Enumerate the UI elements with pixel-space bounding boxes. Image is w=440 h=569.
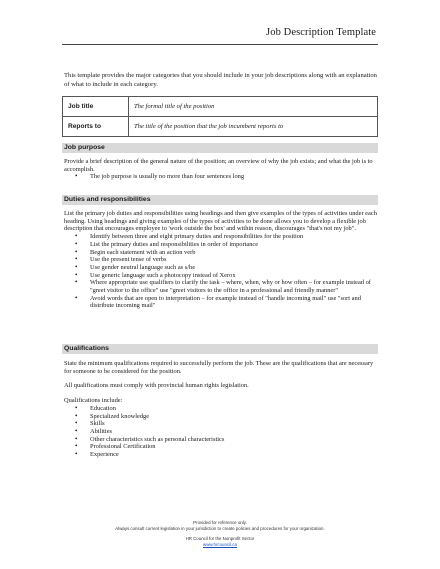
list-item: • Education [90,405,380,413]
list-item: • List the primary duties and responsibilities in order of importance [90,241,380,249]
duties-section [64,210,380,310]
list-item: • Other characteristics such as personal characteristics [90,436,380,444]
qualifications-paragraph: State the minimum qualifications required to successfully perform the job. These are the qualifications that are necessary for someone to be considered for the position. [64,360,374,375]
table-label: Job title [63,97,129,117]
list-item: • Use the present tense of verbs [90,256,380,264]
page-footer [62,520,378,548]
job-definition-table [62,96,378,137]
list-item: • Use generic language such a photocopy instead of Xerox [90,272,380,280]
table-value: The title of the position that the job incumbent reports to [129,117,378,137]
table-row [63,117,378,137]
table-row [63,97,378,117]
duties-paragraph: List the primary job duties and responsibilities using headings and then give examples of the types of activities under each heading. Using headings and giving examples of the types of activities to be done allows you to develop a flexible job description that encourages employee to 'work outside the box' and within reason, discourages "that's not my job". [64,210,377,233]
list-item: • Specialized knowledge [90,413,380,421]
footer-website-link[interactable]: www.hrcouncil.ca [203,542,237,547]
list-item: • Abilities [90,428,380,436]
qualifications-section [64,360,380,459]
duties-list [64,233,380,310]
list-item: • The job purpose is usually no more than four sentences long [90,173,380,181]
list-item: • Skills [90,420,380,428]
footer-organization: HR Council for the Nonprofit Sector [185,536,255,541]
list-item: • Experience [90,451,380,459]
table-value: The formal title of the position [129,97,378,117]
section-heading-job-purpose: Job purpose [62,143,378,153]
section-heading-qualifications: Qualifications [62,344,378,354]
job-purpose-paragraph: Provide a brief description of the general nature of the position; an overview of why the job exists; and what the job is to accomplish. [64,158,373,173]
intro-text: This template provides the major categories that you should include in your job descriptions along with an explanation of what to include in each category. [64,72,377,88]
qualifications-legislation-note: All qualifications must comply with provincial human rights legislation. [64,382,249,390]
section-heading-duties: Duties and responsibilities [62,195,378,205]
qualifications-list-intro: Qualifications include: [64,397,123,405]
footer-reference-note: Provided for reference only. [193,520,247,525]
footer-legislation-note: Always consult current legislation in your jurisdiction to create policies and procedures for your organization. [115,526,325,531]
title-rule [62,44,378,45]
table-label: Reports to [63,117,129,137]
list-item: • Identify between three and eight primary duties and responsibilities for the position [90,233,380,241]
document-title: Job Description Template [266,27,376,38]
list-item: • Avoid words that are open to interpretation – for example instead of "handle incoming mail" use "sort and distribute incoming mail" [90,295,380,310]
list-item: • Use gender neutral language such as s/he [90,264,380,272]
list-item: • Professional Certification [90,443,380,451]
qualifications-list [64,405,380,459]
list-item: • Where appropriate use qualifiers to clarify the task – where, when, why or how often – for example instead of "greet visitor to the office" use "greet visitors to the office in a professional and friendly manner" [90,279,380,294]
list-item: • Begin each statement with an action verb [90,249,380,257]
job-purpose-section [64,158,380,181]
job-purpose-list [64,173,380,181]
